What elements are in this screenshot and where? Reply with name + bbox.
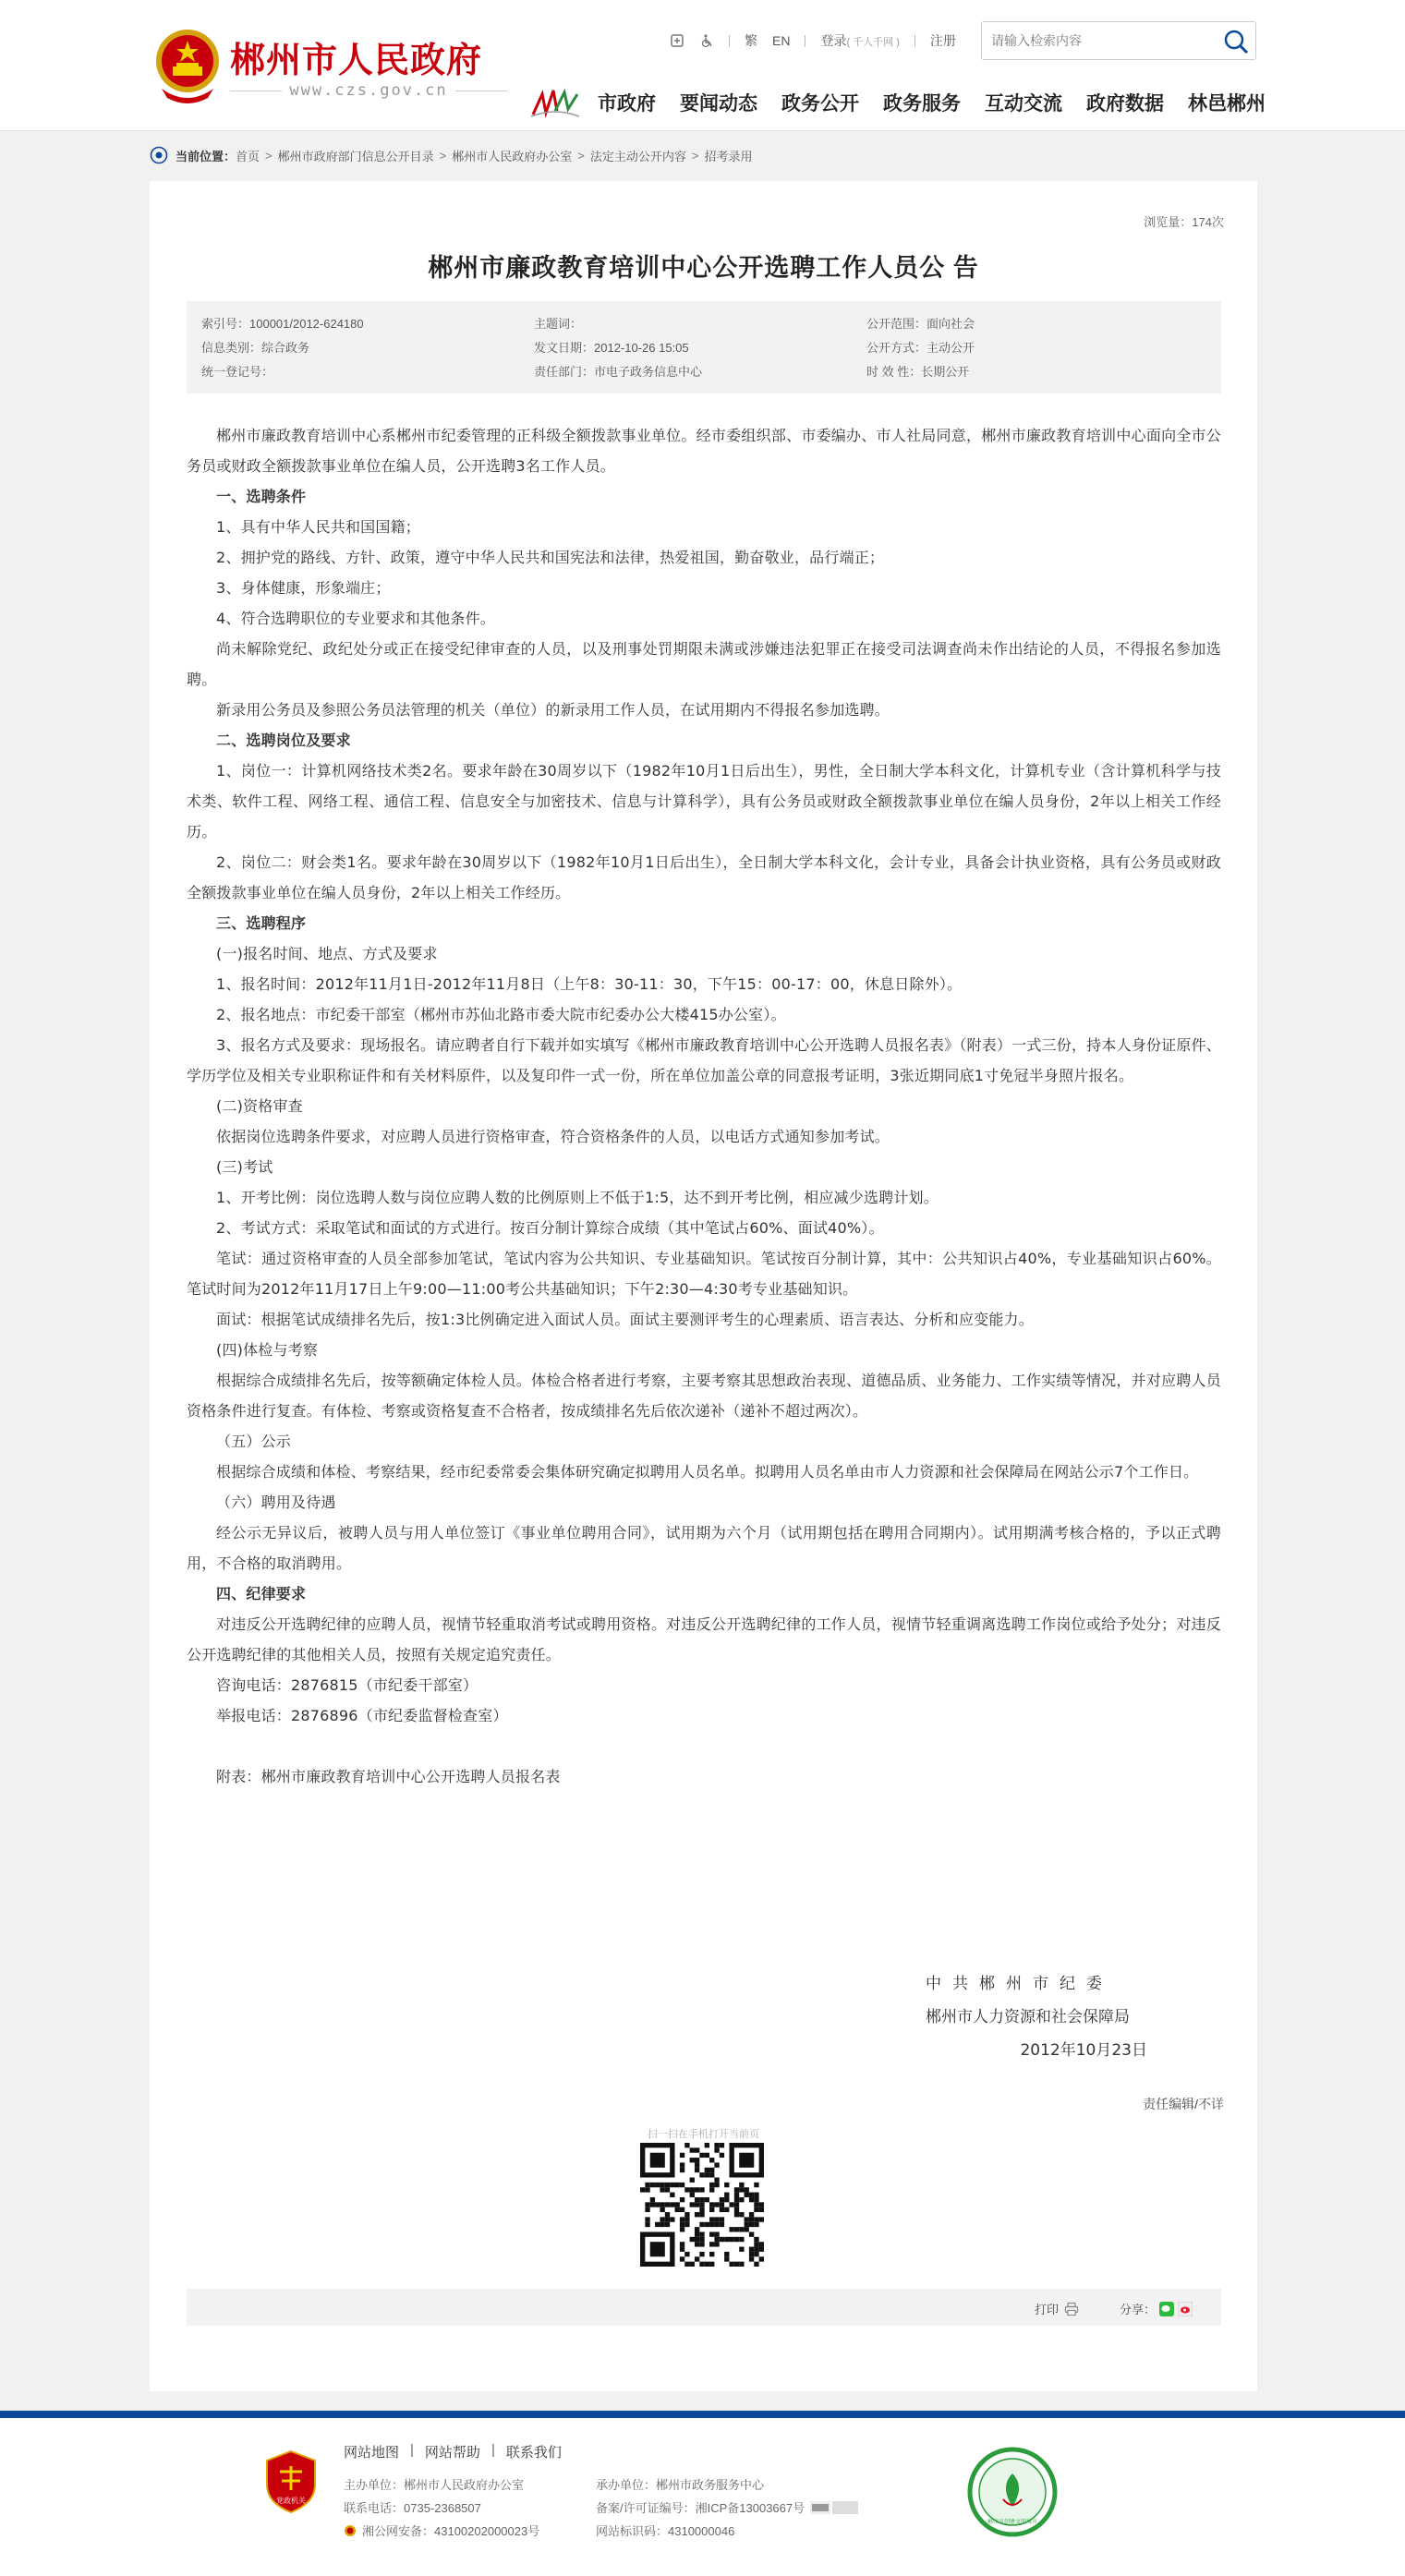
breadcrumb-content[interactable]: 法定主动公开内容 [589, 149, 686, 163]
meta-category: 信息类别：综合政务 [201, 341, 310, 355]
meta-validity: 时 效 性：长期公开 [866, 365, 970, 379]
icp-text: 备案/许可证编号：湘ICP备13003667号 [596, 2501, 805, 2515]
article-paragraph: 根据综合成绩排名先后，按等额确定体检人员。体检合格者进行考察，主要考察其思想政治表现、道德品质、业务能力、工作实绩等情况，并对应聘人员资格条件进行复查。有体检、考察或资格复查不合格者，按成绩排名先后依次递补（递补不超过两次）。 [187, 1372, 1221, 1420]
article-paragraph: 附表：郴州市廉政教育培训中心公开选聘人员报名表 [216, 1768, 561, 1785]
nav-item-services[interactable]: 政务服务 [883, 93, 961, 115]
meta-index-no: 索引号：100001/2012-624180 [201, 317, 364, 331]
nav-item-public-affairs[interactable]: 政务公开 [781, 93, 859, 115]
responsible-editor: 责任编辑/不详 [1143, 2097, 1224, 2111]
article-body [187, 420, 1221, 1792]
login-link[interactable] [820, 31, 899, 50]
article-paragraph: 1、开考比例：岗位选聘人数与岗位应聘人数的比例原则上不低于1:5，达不到开考比例，相应减少选聘计划。 [216, 1189, 939, 1206]
qr-caption: 扫一扫在手机打开当前页 [648, 2129, 759, 2140]
police-text: 湘公网安备：43100202000023号 [362, 2524, 540, 2538]
breadcrumb-recruitment[interactable]: 招考录用 [704, 149, 753, 163]
site-logo[interactable] [152, 24, 522, 109]
article-paragraph: 面试：根据笔试成绩排名先后，按1:3比例确定进入面试人员。面试主要测评考生的心理素质、语言表达、分析和应变能力。 [216, 1311, 1034, 1328]
breadcrumb-home[interactable]: 首页 [236, 149, 260, 163]
search-input[interactable] [982, 22, 1204, 59]
section-heading: 一、选聘条件 [216, 488, 307, 505]
article-paragraph: 新录用公务员及参照公务员法管理的机关（单位）的新录用工作人员，在试用期内不得报名参加选聘。 [216, 701, 890, 719]
site-name: 郴州市人民政府 [230, 40, 483, 80]
city-mark-icon [529, 85, 581, 120]
wechat-share-icon[interactable] [1159, 2302, 1174, 2316]
print-share-bar [187, 2289, 1221, 2326]
article-paragraph: (一)报名时间、地点、方式及要求 [216, 945, 438, 962]
divider: | [491, 2442, 495, 2458]
cnzz-stats-icon [810, 2501, 858, 2514]
meta-dept: 责任部门：市电子政务信息中心 [534, 365, 703, 379]
meta-reg-no: 统一登记号： [201, 365, 274, 379]
article-paragraph: 尚未解除党纪、政纪处分或正在接受纪律审查的人员，以及刑事处罚期限未满或涉嫌违法犯罪正在接受司法调查尚未作出结论的人员，不得报名参加选聘。 [187, 640, 1221, 688]
seal-text: 郴州市创建文明城市 [987, 2519, 1038, 2525]
printer-icon [1064, 2302, 1079, 2316]
section-heading: 二、选聘岗位及要求 [216, 732, 351, 749]
breadcrumb-office[interactable]: 郴州市人民政府办公室 [452, 149, 573, 163]
meta-method: 公开方式：主动公开 [866, 341, 975, 355]
nav-item-government[interactable]: 市政府 [598, 93, 656, 115]
print-button[interactable] [1035, 2300, 1079, 2317]
article-paragraph: 2、考试方式：采取笔试和面试的方式进行。按百分制计算综合成绩（其中笔试占60%、面试40%）。 [216, 1219, 884, 1237]
article-paragraph: 举报电话：2876896（市纪委监督检查室） [216, 1707, 508, 1724]
divider [729, 35, 730, 47]
article-paragraph: 3、报名方式及要求：现场报名。请应聘者自行下载并如实填写《郴州市廉政教育培训中心公开选聘人员报名表》（附表）一式三份，持本人身份证原件、学历学位及相关专业职称证件和有关材料原件，以及复印件一式一份，所在单位加盖公章的同意报考证明，3张近期同底1寸免冠半身照片报名。 [187, 1036, 1221, 1084]
divider [914, 35, 915, 47]
article-container [150, 181, 1257, 2391]
english-link[interactable]: EN [772, 33, 791, 48]
article-meta [187, 301, 1221, 393]
share-label: 分享： [1120, 2303, 1157, 2316]
badge-text: 党政机关 [276, 2497, 306, 2505]
meta-date: 发文日期：2012-10-26 15:05 [534, 341, 689, 355]
signature-org-2: 郴州市人力资源和社会保障局 [926, 2008, 1130, 2026]
article-paragraph: 对违反公开选聘纪律的应聘人员，视情节轻重取消考试或聘用资格。对违反公开选聘纪律的工作人员，视情节轻重调离选聘工作岗位或给予处分；对违反公开选聘纪律的其他相关人员，按照有关规定追究责任。 [187, 1615, 1221, 1663]
breadcrumb-separator: > [439, 148, 447, 163]
party-government-badge-icon[interactable] [263, 2449, 319, 2514]
nav-item-news[interactable]: 要闻动态 [680, 93, 757, 115]
article-paragraph: 2、拥护党的路线、方针、政策，遵守中华人民共和国宪法和法律，热爱祖国，勤奋敬业，品行端正； [216, 549, 885, 566]
traditional-chinese-link[interactable]: 繁 [745, 33, 757, 48]
breadcrumb-separator: > [265, 148, 273, 163]
register-link[interactable]: 注册 [929, 33, 956, 48]
footer-phone [344, 2498, 481, 2516]
article-paragraph: (四)体检与考察 [216, 1341, 319, 1359]
section-heading: 四、纪律要求 [216, 1585, 307, 1602]
footer-icp[interactable] [596, 2498, 858, 2516]
footer-link-sitemap[interactable]: 网站地图 [344, 2445, 400, 2461]
footer-link-help[interactable]: 网站帮助 [424, 2445, 480, 2461]
divider: | [410, 2442, 414, 2458]
nav-item-linyi[interactable]: 林邑郴州 [1188, 93, 1266, 115]
login-label: 登录 [820, 33, 847, 48]
article-paragraph: (三)考试 [216, 1158, 273, 1176]
nav-item-data[interactable]: 政府数据 [1086, 93, 1164, 115]
footer-site-code [596, 2522, 734, 2539]
location-icon [150, 146, 168, 164]
sponsor-text: 主办单位：郴州市人民政府办公室 [344, 2478, 525, 2492]
police-badge-icon [344, 2524, 357, 2537]
breadcrumb-separator: > [691, 148, 699, 163]
footer-links [344, 2442, 562, 2461]
article-paragraph: 3、身体健康，形象端庄； [216, 579, 391, 597]
signature-org-1: 中共郴州市纪委 [926, 1975, 1113, 1993]
site-footer [0, 2411, 1405, 2576]
nav-item-interaction[interactable]: 互动交流 [985, 93, 1062, 115]
article-paragraph: （六）聘用及待遇 [216, 1494, 336, 1511]
site-code-text: 网站标识码：4310000046 [596, 2524, 735, 2538]
site-header [0, 0, 1405, 131]
article-title: 郴州市廉政教育培训中心公开选聘工作人员公 告 [428, 254, 979, 282]
breadcrumb [150, 146, 752, 164]
article-paragraph: 根据综合成绩和体检、考察结果，经市纪委常委会集体研究确定拟聘用人员名单。拟聘用人员名单由市人力资源和社会保障局在网站公示7个工作日。 [216, 1463, 1199, 1481]
qr-code-icon [640, 2143, 764, 2267]
undertaker-text: 承办单位：郴州市政务服务中心 [596, 2478, 765, 2492]
article-paragraph: 经公示无异议后，被聘人员与用人单位签订《事业单位聘用合同》，试用期为六个月（试用期包括在聘用合同期内）。试用期满考核合格的，予以正式聘用，不合格的取消聘用。 [187, 1524, 1221, 1572]
section-heading: 三、选聘程序 [216, 914, 307, 932]
meta-scope: 公开范围：面向社会 [866, 317, 975, 331]
phone-text: 联系电话：0735-2368507 [344, 2501, 481, 2515]
article-paragraph: 笔试：通过资格审查的人员全部参加笔试，笔试内容为公共知识、专业基础知识。笔试按百分制计算，其中：公共知识占40%，专业基础知识占60%。笔试时间为2012年11月17日上午9:00—11:00考公共基础知识；下午2:30—4:30考专业基础知识。 [187, 1250, 1221, 1298]
breadcrumb-separator: > [577, 148, 585, 163]
article-paragraph: 郴州市廉政教育培训中心系郴州市纪委管理的正科级全额拨款事业单位。经市委组织部、市委编办、市人社局同意，郴州市廉政教育培训中心面向全市公务员或财政全额拨款事业单位在编人员，公开选聘3名工作人员。 [187, 427, 1221, 475]
meta-subject: 主题词： [534, 317, 583, 331]
signature-date: 2012年10月23日 [1020, 2041, 1147, 2060]
civilized-city-seal-icon[interactable] [966, 2446, 1059, 2538]
footer-link-contact[interactable]: 联系我们 [505, 2445, 562, 2461]
accessibility-icon[interactable] [670, 33, 684, 48]
breadcrumb-label: 当前位置： [176, 149, 236, 163]
signature-block [926, 1967, 1166, 2067]
footer-police[interactable] [344, 2522, 539, 2539]
top-links [670, 31, 956, 50]
breadcrumb-directory[interactable]: 郴州市政府部门信息公开目录 [277, 149, 434, 163]
print-label: 打印 [1035, 2303, 1060, 2316]
article-paragraph: (二)资格审查 [216, 1097, 303, 1115]
article-paragraph: 1、岗位一：计算机网络技术类2名。要求年龄在30周岁以下（1982年10月1日后出生），男性，全日制大学本科文化，计算机专业（含计算机科学与技术类、软件工程、网络工程、通信工程、信息安全与加密技术、信息与计算科学），具有公务员或财政全额拨款事业单位在编人员身份，2年以上相关工作经历。 [187, 762, 1221, 841]
view-count: 浏览量：174次 [1144, 215, 1224, 229]
article-paragraph: 咨询电话：2876815（市纪委干部室） [216, 1676, 478, 1694]
article-paragraph: 1、报名时间：2012年11月1日-2012年11月8日（上午8：30-11：30，下午15：00-17：00，休息日除外）。 [216, 975, 963, 993]
login-note: ( 千人千网 ) [846, 37, 900, 48]
main-nav [529, 85, 1266, 120]
article-paragraph: 1、具有中华人民共和国国籍； [216, 518, 420, 536]
article-paragraph: （五）公示 [216, 1433, 292, 1450]
national-emblem-icon [152, 24, 223, 105]
article-paragraph: 依据岗位选聘条件要求，对应聘人员进行资格审查，符合资格条件的人员，以电话方式通知参加考试。 [216, 1128, 890, 1145]
footer-sponsor [344, 2475, 524, 2493]
site-url: www.czs.gov.cn [230, 81, 507, 100]
footer-undertaker [596, 2475, 764, 2493]
article-paragraph: 2、岗位二：财会类1名。要求年龄在30周岁以下（1982年10月1日后出生），全日制大学本科文化，会计专业，具备会计执业资格，具有公务员或财政全额拨款事业单位在编人员身份，2年以上相关工作经历。 [187, 853, 1221, 901]
search-box [981, 21, 1256, 60]
spacer [187, 1731, 1221, 1761]
share-group [1120, 2300, 1193, 2317]
article-paragraph: 4、符合选聘职位的专业要求和其他条件。 [216, 610, 495, 627]
wheelchair-icon[interactable] [699, 33, 714, 48]
search-icon[interactable] [1222, 28, 1250, 55]
article-paragraph: 2、报名地点：市纪委干部室（郴州市苏仙北路市委大院市纪委办公大楼415办公室）。 [216, 1006, 786, 1023]
weibo-share-icon[interactable] [1178, 2302, 1193, 2316]
